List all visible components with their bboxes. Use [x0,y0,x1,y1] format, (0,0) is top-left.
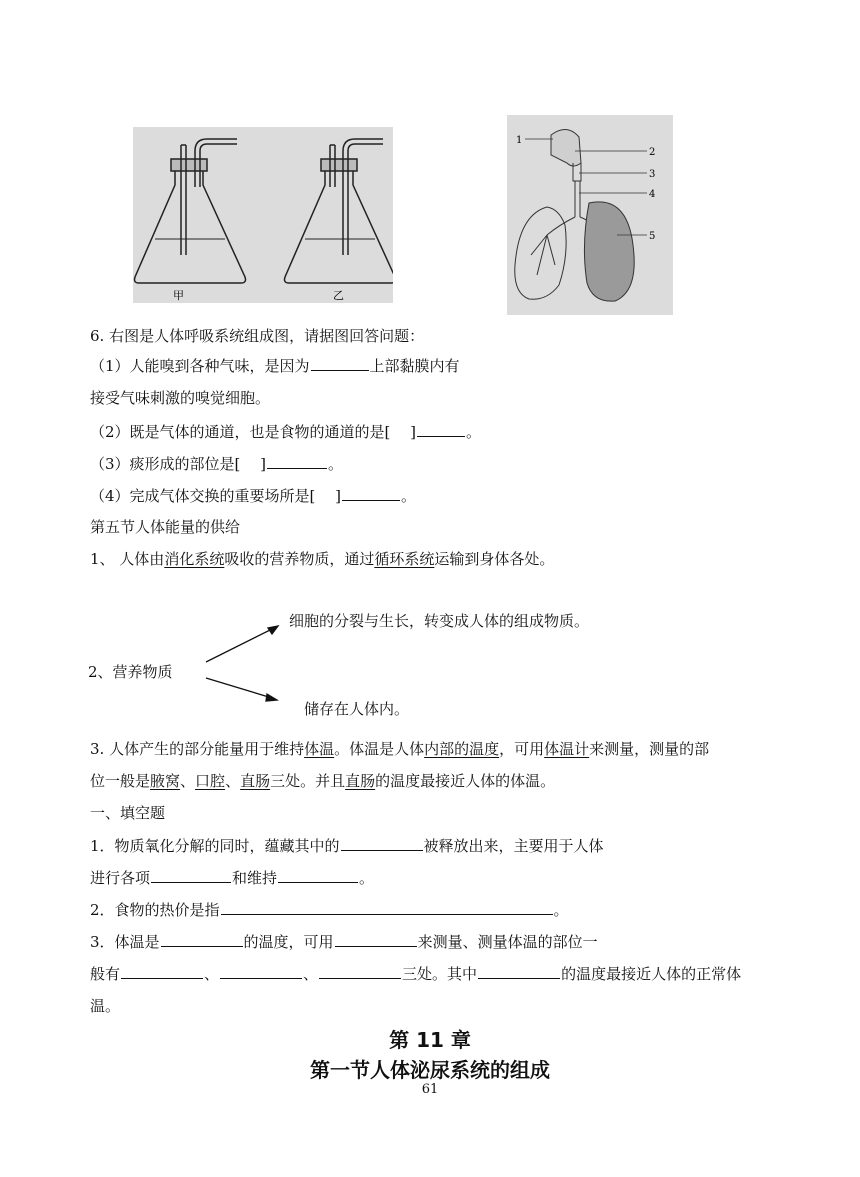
fill-q3-sep1: 、 [204,965,220,983]
fill-q2-blank[interactable] [221,900,553,915]
resp-label-4: 4 [649,189,656,200]
section5-p1 [90,549,554,569]
p3-thermometer: 体温计 [544,740,590,758]
p1-digestive: 消化系统 [164,550,225,568]
fill-q1-cont [90,868,374,888]
p1-circulatory: 循环系统 [374,550,435,568]
resp-label-3: 3 [649,169,656,180]
p3-g: 来测量，测量的部 [589,740,710,758]
q6-sub4-blank[interactable] [342,486,400,501]
diagram-top-branch: 细胞的分裂与生长，转变成人体的组成物质。 [289,612,590,630]
q6-sub1-blank[interactable] [311,356,369,371]
fill-q3-f: 的温度最接近人体的正常体 [561,965,742,983]
p3-c: 。体温是人体 [334,740,425,758]
p3-a: 3. 人体产生的部分能量用于维持 [90,740,305,758]
chapter-title: 第 11 章 [389,1028,471,1052]
resp-label-5: 5 [649,231,656,242]
arrow-down-head [266,694,277,701]
fill-q2-b: 。 [553,901,569,919]
fill-q1-blank1[interactable] [341,836,423,851]
q6-sub1-text-b: 上部黏膜内有 [369,357,460,375]
p3-armpit: 腋窝 [150,772,181,790]
fill-q1-a: 1．物质氧化分解的同时，蕴藏其中的 [90,837,340,855]
fill-q3-a: 3．体温是 [90,933,160,951]
section5-title: 第五节人体能量的供给 [90,518,241,536]
p3-rectum: 直肠 [240,772,271,790]
fill-q3 [90,932,598,952]
p3-sep2: 、 [225,772,241,790]
q6-sub1-cont: 接受气味刺激的嗅觉细胞。 [90,389,271,407]
p3-sep1: 、 [180,772,196,790]
fill-q1-b: 被释放出来，主要用于人体 [423,837,604,855]
fill-q3-d: 般有 [90,965,121,983]
diagram-arrows [200,620,290,710]
flask-label-jia: 甲 [173,289,184,302]
flask-figure [133,127,393,303]
q6-sub3-period: 。 [328,455,344,473]
diagram-bottom-branch: 储存在人体内。 [304,700,410,718]
p3-rectum-2: 直肠 [345,772,376,790]
arrow-down [206,678,272,698]
q6-sub2 [90,422,481,442]
fill-q1-c: 进行各项 [90,869,151,887]
page-number: 61 [421,1082,439,1097]
fill-q3-cont [90,964,741,984]
q6-sub3 [90,454,343,474]
chapter-subtitle: 第一节人体泌尿系统的组成 [310,1058,550,1082]
p3-internal-temp: 内部的温度 [424,740,500,758]
fill-q3-blank3[interactable] [121,964,203,979]
fill-q3-e: 三处。其中 [402,965,478,983]
fill-q3-b: 的温度，可用 [243,933,334,951]
flask-drawing [133,127,393,303]
p3-p: 的温度最接近人体的体温。 [375,772,556,790]
q6-sub1 [90,356,460,376]
fill-heading: 一、填空题 [90,804,166,822]
p3-n: 三处。并且 [270,772,346,790]
q6-sub3-blank[interactable] [267,454,327,469]
p1-text-a: 1、 人体由 [90,550,165,568]
fill-q3-blank1[interactable] [161,932,243,947]
p3-mouth: 口腔 [195,772,226,790]
fill-q3-blank2[interactable] [335,932,417,947]
q6-sub2-period: 。 [466,423,482,441]
p3-e: ，可用 [499,740,545,758]
fill-q1-d: 和维持 [232,869,278,887]
fill-q3-blank6[interactable] [478,964,560,979]
q6-stem: 6. 右图是人体呼吸系统组成图，请据图回答问题： [90,327,425,345]
p1-text-c: 吸收的营养物质，通过 [224,550,375,568]
q6-sub2-blank[interactable] [417,422,465,437]
q6-sub1-text-a: （1）人能嗅到各种气味，是因为 [90,357,310,375]
fill-q3-blank4[interactable] [220,964,302,979]
fill-q3-blank5[interactable] [319,964,401,979]
fill-q1-blank3[interactable] [278,868,358,883]
q6-sub4 [90,486,416,506]
q6-sub2-bracket: [ ] [384,423,417,441]
resp-label-2: 2 [649,147,656,158]
q6-sub4-period: 。 [401,487,417,505]
fill-q1-blank2[interactable] [151,868,231,883]
resp-label-1: 1 [516,135,523,146]
q6-sub3-text: （3）痰形成的部位是[ ] [90,455,267,473]
q6-sub4-text: （4）完成气体交换的重要场所是[ ] [90,487,342,505]
p1-text-e: 运输到身体各处。 [434,550,555,568]
fill-q2 [90,900,569,920]
respiratory-drawing [507,115,673,315]
p3-line1 [90,739,709,759]
flask-label-yi: 乙 [333,289,344,302]
fill-q1-e: 。 [359,869,375,887]
p3-line2 [90,771,555,791]
p3-body-temp: 体温 [304,740,335,758]
fill-q3-c: 来测量、测量体温的部位一 [417,933,598,951]
fill-q1 [90,836,604,856]
diagram-source: 2、营养物质 [88,663,173,681]
fill-q3-end: 温。 [90,997,121,1015]
fill-q2-a: 2．食物的热价是指 [90,901,220,919]
arrow-up-head [268,626,278,634]
respiratory-figure [507,115,673,315]
p3-h: 位一般是 [90,772,151,790]
fill-q3-sep2: 、 [303,965,319,983]
q6-sub2-text: （2）既是气体的通道，也是食物的通道的是 [90,423,385,441]
arrow-up [206,628,274,662]
